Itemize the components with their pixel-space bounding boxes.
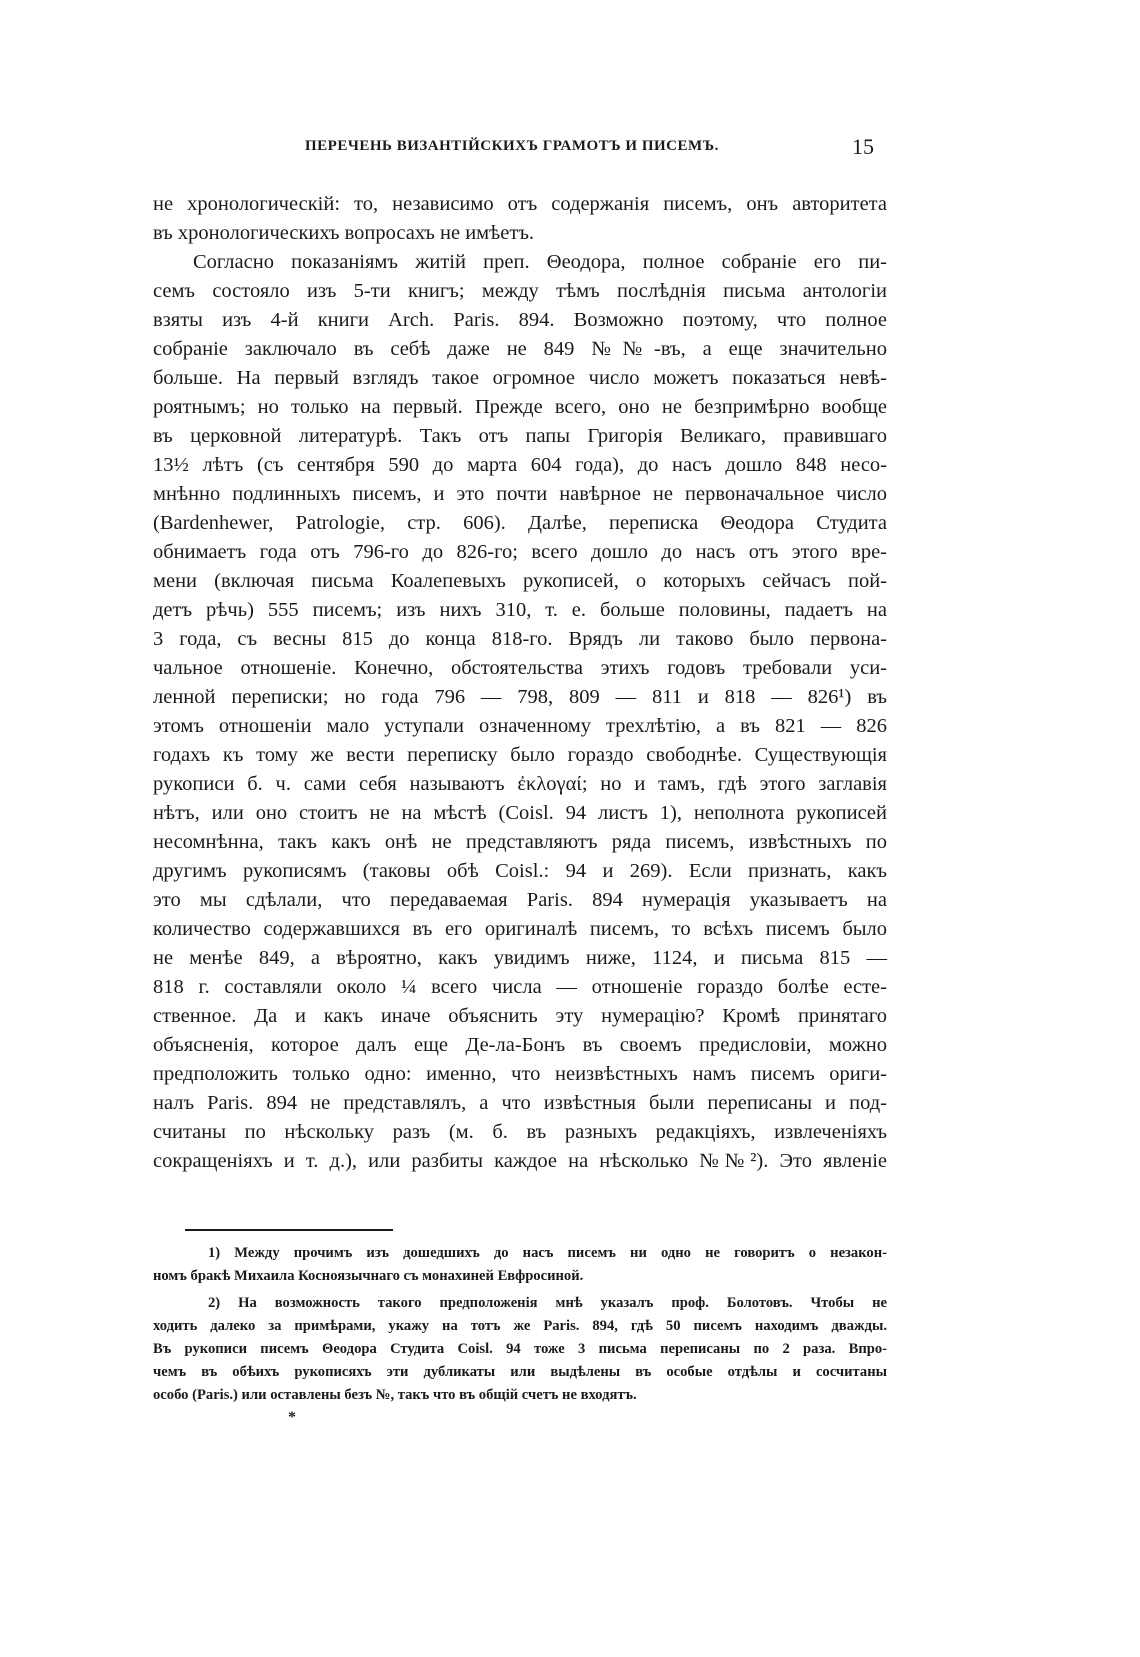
body-line: нѣтъ, или оно стоитъ не на мѣстѣ (Coisl. 94 листъ 1), неполнота рукописей (153, 802, 887, 824)
body-line: чальное отношеніе. Конечно, обстоятельства этихъ годовъ требовали уси- (153, 657, 887, 679)
body-line: (Bardenhewer, Patrologie, стр. 606). Далѣе, переписка Θеодора Студита (153, 512, 887, 534)
body-line: не хронологическій: то, независимо отъ содержанія писемъ, онъ авторитета (153, 193, 887, 215)
body-line: взяты изъ 4-й книги Arch. Paris. 894. Возможно поэтому, что полное (153, 309, 887, 331)
body-line: въ хронологическихъ вопросахъ не имѣетъ. (153, 222, 535, 244)
footnote-line: номъ бракѣ Михаила Косноязычнаго съ монахиней Евфросиной. (153, 1268, 584, 1284)
body-line: считаны по нѣскольку разъ (м. б. въ разныхъ редакціяхъ, извлеченіяхъ (153, 1121, 887, 1143)
body-line: годахъ къ тому же вести переписку было гораздо свободнѣе. Существующія (153, 744, 887, 766)
body-line: въ церковной литературѣ. Такъ отъ папы Григорія Великаго, правившаго (153, 425, 887, 447)
footnote-line: чемъ въ обѣихъ рукописяхъ эти дубликаты или выдѣлены въ особые отдѣлы и сосчитаны (153, 1364, 887, 1380)
body-line: это мы сдѣлали, что передаваемая Paris. 894 нумерація указываетъ на (153, 889, 887, 911)
body-line: ленной переписки; но года 796 — 798, 809 — 811 и 818 — 826¹) въ (153, 686, 887, 708)
body-line: 13½ лѣтъ (съ сентября 590 до марта 604 года), до насъ дошло 848 несо- (153, 454, 887, 476)
body-text (153, 190, 887, 1176)
asterisk-mark: * (288, 1409, 296, 1426)
body-line: предположить только одно: именно, что неизвѣстныхъ намъ писемъ ориги- (153, 1063, 887, 1085)
body-line: мени (включая письма Коалепевыхъ рукописей, о которыхъ сейчасъ пой- (153, 570, 887, 592)
footnote-line: 2) На возможность такого предположенія мнѣ указалъ проф. Болотовъ. Чтобы не (208, 1295, 887, 1311)
footnotes (153, 1242, 887, 1407)
body-line: другимъ рукописямъ (таковы обѣ Coisl.: 94 и 269). Если признать, какъ (153, 860, 887, 882)
body-line: несомнѣнна, такъ какъ онѣ не представляютъ ряда писемъ, извѣстныхъ по (153, 831, 887, 853)
body-line: 3 года, съ весны 815 до конца 818-го. Врядъ ли таково было первона- (153, 628, 887, 650)
body-line: роятнымъ; но только на первый. Прежде всего, оно не безпримѣрно вообще (153, 396, 887, 418)
body-line: сокращеніяхъ и т. д.), или разбиты каждое на нѣсколько №№²). Это явленіе (153, 1150, 887, 1172)
footnote-line: ходить далеко за примѣрами, укажу на тотъ же Paris. 894, гдѣ 50 писемъ находимъ дважды. (153, 1318, 887, 1334)
body-line: обнимаетъ года отъ 796-го до 826-го; всего дошло до насъ отъ этого вре- (153, 541, 887, 563)
page-number: 15 (852, 134, 874, 159)
body-line: рукописи б. ч. сами себя называютъ ἐκλογαί; но и тамъ, гдѣ этого заглавія (153, 773, 887, 795)
body-line: детъ рѣчь) 555 писемъ; изъ нихъ 310, т. е. больше половины, падаетъ на (153, 599, 887, 621)
body-line: семъ состояло изъ 5-ти книгъ; между тѣмъ послѣднія письма антологіи (153, 280, 887, 302)
footnote-line: 1) Между прочимъ изъ дошедшихъ до насъ писемъ ни одно не говоритъ о незакон- (208, 1245, 887, 1261)
footnote-divider (185, 1229, 393, 1231)
body-line: объясненія, которое далъ еще Де-ла-Бонъ въ своемъ предисловіи, можно (153, 1034, 887, 1056)
body-line: 818 г. составляли около ¼ всего числа — отношеніе гораздо болѣе есте- (153, 976, 887, 998)
body-line: ственное. Да и какъ иначе объяснить эту нумерацію? Кромѣ принятаго (153, 1005, 887, 1027)
body-line: мнѣнно подлинныхъ писемъ, и это почти навѣрное не первоначальное число (153, 483, 887, 505)
body-line: больше. На первый взглядъ такое огромное число можетъ показаться невѣ- (153, 367, 887, 389)
body-line: не менѣе 849, а вѣроятно, какъ увидимъ ниже, 1124, и письма 815 — (153, 947, 887, 969)
footnote-line: особо (Paris.) или оставлены безъ №, такъ что въ общій счетъ не входятъ. (153, 1387, 637, 1403)
footnote-line: Въ рукописи писемъ Θеодора Студита Coisl. 94 тоже 3 письма переписаны по 2 раза. Впро- (153, 1341, 887, 1357)
running-title: ПЕРЕЧЕНЬ ВИЗАНТІЙСКИХЪ ГРАМОТЪ И ПИСЕМЪ. (305, 138, 719, 154)
body-line: этомъ отношеніи мало уступали означенному трехлѣтію, а въ 821 — 826 (153, 715, 887, 737)
body-line: количество содержавшихся въ его оригиналѣ писемъ, то всѣхъ писемъ было (153, 918, 887, 940)
body-line: Согласно показаніямъ житій преп. Θеодора, полное собраніе его пи- (193, 251, 887, 273)
body-line: налъ Paris. 894 не представлялъ, а что извѣстныя были переписаны и под- (153, 1092, 887, 1114)
body-line: собраніе заключало въ себѣ даже не 849 №№-въ, а еще значительно (153, 338, 887, 360)
